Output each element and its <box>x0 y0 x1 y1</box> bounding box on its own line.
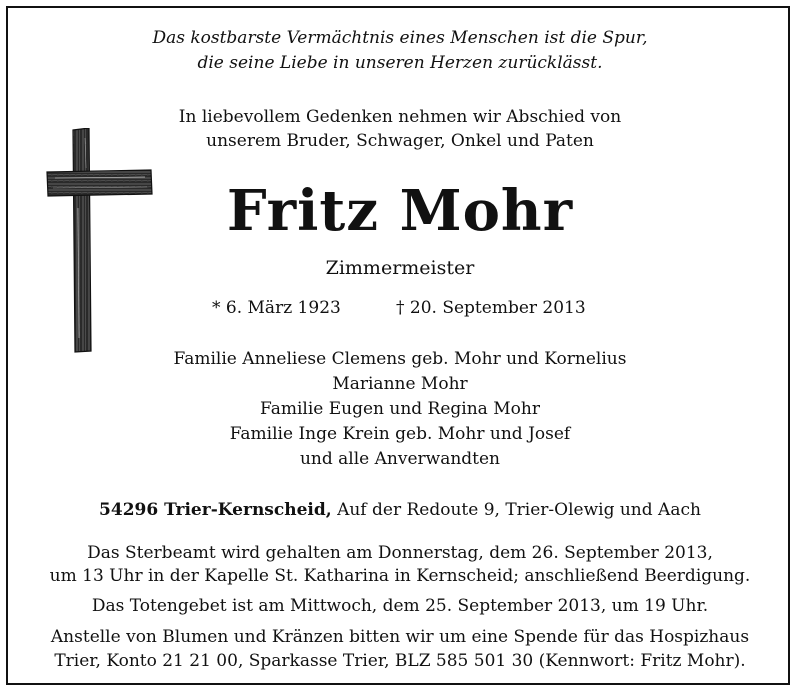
mourner-line: Familie Eugen und Regina Mohr <box>260 399 540 419</box>
motto-line-1: Das kostbarste Vermächtnis eines Menschen ist die Spur, <box>152 28 648 48</box>
death-date: † 20. September 2013 <box>396 298 586 318</box>
donation-line-2: Trier, Konto 21 21 00, Sparkasse Trier, BLZ 585 501 30 (Kennwort: Fritz Mohr). <box>54 651 746 671</box>
birth-date: * 6. März 1923 <box>212 298 341 318</box>
mourner-line: Familie Inge Krein geb. Mohr und Josef <box>229 424 571 444</box>
deceased-name: Fritz Mohr <box>226 178 574 244</box>
deceased-occupation: Zimmermeister <box>325 257 475 279</box>
mourner-line: und alle Anverwandten <box>299 449 501 469</box>
motto-line-2: die seine Liebe in unseren Herzen zurücklässt. <box>197 53 603 73</box>
address-line <box>0 499 800 521</box>
intro-line-1: In liebevollem Gedenken nehmen wir Abschied von <box>178 107 622 127</box>
prayer-line: Das Totengebet ist am Mittwoch, dem 25. September 2013, um 19 Uhr. <box>91 596 709 616</box>
donation-line-1: Anstelle von Blumen und Kränzen bitten wir um eine Spende für das Hospizhaus <box>50 627 750 647</box>
mourner-line: Familie Anneliese Clemens geb. Mohr und Kornelius <box>173 349 627 369</box>
service-line-1: Das Sterbeamt wird gehalten am Donnerstag, dem 26. September 2013, <box>87 543 713 563</box>
service-line-2: um 13 Uhr in der Kapelle St. Katharina in Kernscheid; anschließend Beerdigung. <box>49 566 751 586</box>
mourner-line: Marianne Mohr <box>332 374 468 394</box>
intro-line-2: unserem Bruder, Schwager, Onkel und Paten <box>206 131 594 151</box>
address-city: 54296 Trier-Kernscheid, <box>99 500 332 520</box>
address-street: Auf der Redoute 9, Trier-Olewig und Aach <box>331 500 701 520</box>
